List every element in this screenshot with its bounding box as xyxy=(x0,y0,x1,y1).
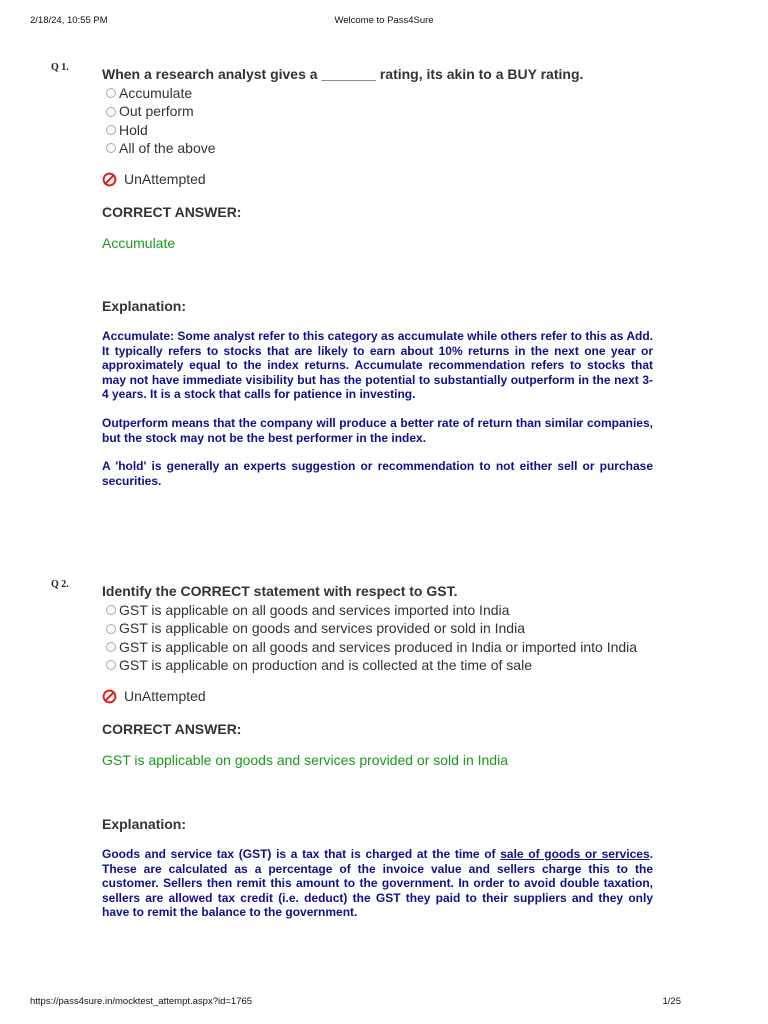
correct-answer-label: CORRECT ANSWER: xyxy=(102,721,242,737)
option-all-of-the-above[interactable] xyxy=(106,139,666,157)
correct-answer-label: CORRECT ANSWER: xyxy=(102,204,242,220)
explanation-paragraph: Outperform means that the company will produce a better rate of return than similar companies, but the stock may not be the best performer in the index. xyxy=(102,415,653,445)
radio-icon[interactable] xyxy=(106,143,116,153)
option-production[interactable] xyxy=(106,656,666,674)
explanation-text xyxy=(102,847,653,934)
option-produced-or-imported[interactable] xyxy=(106,638,666,656)
explanation-paragraph: A 'hold' is generally an experts suggestion or recommendation to not either sell or purchase securities. xyxy=(102,459,653,488)
option-label: Hold xyxy=(119,121,148,138)
radio-icon[interactable] xyxy=(106,624,116,634)
page-counter: 1/25 xyxy=(662,996,681,1007)
option-hold[interactable] xyxy=(106,121,666,139)
explanation-text-end: . These are calculated as a percentage of the invoice value and sellers charge this to the customer. Sellers then remit this amount to the government. In order to avoid double taxation, sellers are allowed tax credit (i.e. deduct) the GST they paid to their suppliers and they only have to remit the balance to the government. xyxy=(102,847,654,920)
correct-answer-value: Accumulate xyxy=(102,235,176,251)
options-list xyxy=(106,601,666,675)
radio-icon[interactable] xyxy=(106,660,116,670)
radio-icon[interactable] xyxy=(106,125,116,135)
attempt-status xyxy=(102,688,206,704)
radio-icon[interactable] xyxy=(106,88,116,98)
prohibited-icon xyxy=(102,172,117,187)
option-provided-or-sold[interactable] xyxy=(106,619,666,637)
option-label: Out perform xyxy=(119,103,194,120)
status-text: UnAttempted xyxy=(124,171,206,187)
question-text: Identify the CORRECT statement with respect to GST. xyxy=(102,583,458,599)
question-text: When a research analyst gives a _______ rating, its akin to a BUY rating. xyxy=(102,66,584,82)
print-footer xyxy=(30,996,738,1010)
radio-icon[interactable] xyxy=(106,642,116,652)
explanation-paragraph xyxy=(102,847,653,920)
print-datetime: 2/18/24, 10:55 PM xyxy=(30,15,108,26)
attempt-status xyxy=(102,171,206,187)
option-label: All of the above xyxy=(119,140,216,157)
page-url: https://pass4sure.in/mocktest_attempt.aspx?id=1765 xyxy=(30,996,253,1007)
explanation-label: Explanation: xyxy=(102,298,187,314)
option-label: Accumulate xyxy=(119,85,193,101)
explanation-underlined-term: sale of goods or services xyxy=(500,847,650,861)
question-number: Q 1. xyxy=(51,62,69,73)
explanation-text xyxy=(102,329,653,502)
option-accumulate[interactable] xyxy=(106,84,666,102)
explanation-label: Explanation: xyxy=(102,816,187,832)
option-imported[interactable] xyxy=(106,601,666,619)
option-label: GST is applicable on all goods and services imported into India xyxy=(119,602,510,618)
radio-icon[interactable] xyxy=(106,605,116,615)
correct-answer-value: GST is applicable on goods and services provided or sold in India xyxy=(102,752,508,768)
options-list xyxy=(106,84,666,158)
option-out-perform[interactable] xyxy=(106,102,666,120)
print-page-title: Welcome to Pass4Sure xyxy=(334,15,434,26)
explanation-text-start: Goods and service tax (GST) is a tax that is charged at the time of xyxy=(102,847,501,861)
option-label: GST is applicable on all goods and services produced in India or imported into India xyxy=(119,638,638,655)
prohibited-icon xyxy=(102,689,117,704)
explanation-paragraph: Accumulate: Some analyst refer to this category as accumulate while others refer to this as Add. It typically refers to stocks that are likely to earn about 10% returns in the next one year or approximately equal to the index returns. Accumulate recommendation refers to stocks that may not have immediate visibility but has the potential to substantially outperform in the next 3-4 years. It is a stock that calls for patience in investing. xyxy=(102,329,653,402)
option-label: GST is applicable on production and is collected at the time of sale xyxy=(119,657,532,674)
radio-icon[interactable] xyxy=(106,107,116,117)
option-label: GST is applicable on goods and services provided or sold in India xyxy=(119,620,525,637)
question-number: Q 2. xyxy=(51,579,69,590)
print-header xyxy=(30,15,738,29)
status-text: UnAttempted xyxy=(124,688,206,704)
